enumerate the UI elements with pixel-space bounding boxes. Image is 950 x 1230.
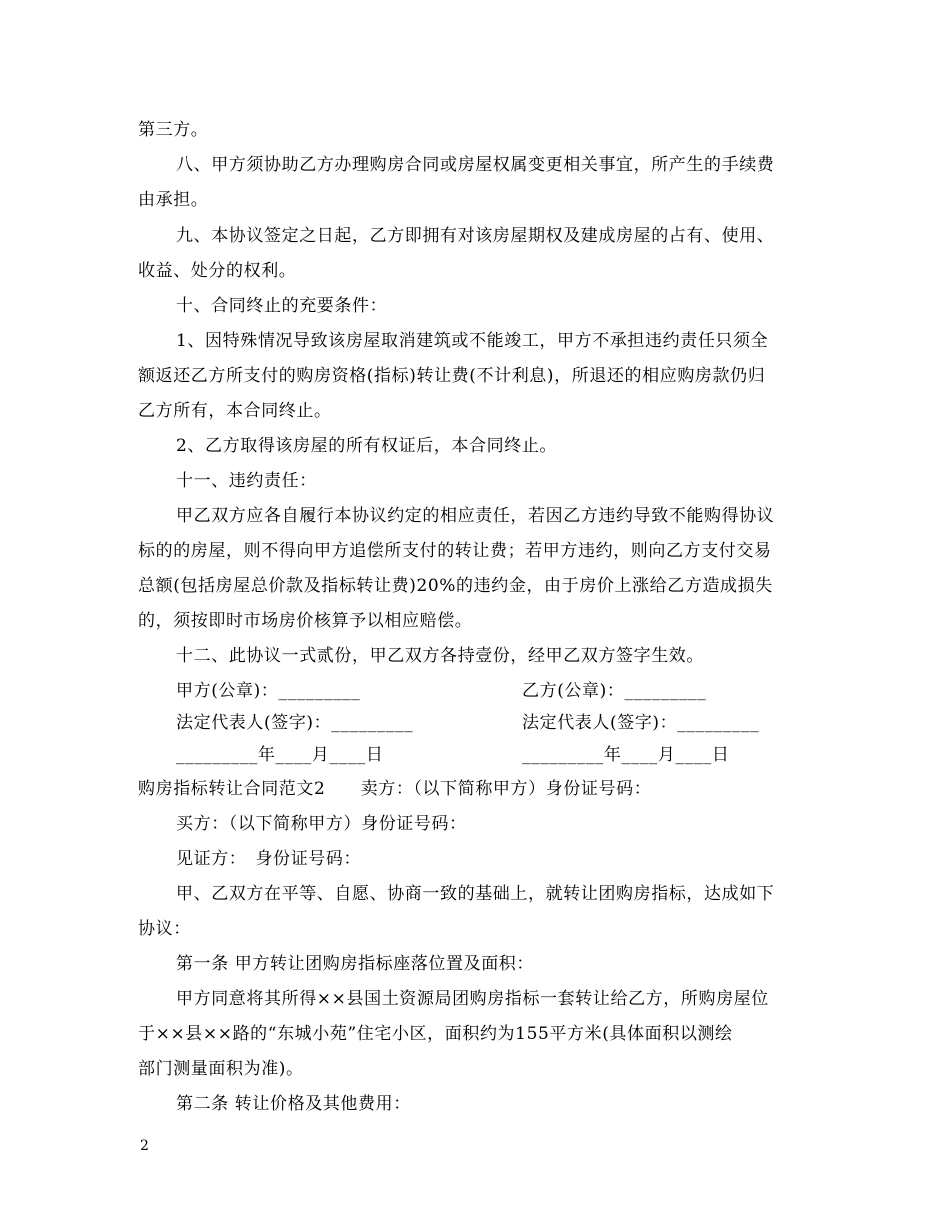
paragraph-line: 第二条 转让价格及其他费用：	[176, 1094, 411, 1114]
paragraph-line: 甲、乙双方在平等、自愿、协商一致的基础上，就转让团购房指标，达成如下	[176, 884, 775, 904]
paragraph-line: 由承担。	[138, 190, 209, 210]
paragraph-line: 第一条 甲方转让团购房指标座落位置及面积：	[176, 954, 535, 974]
party-b-seal: 乙方(公章)：_________	[522, 681, 707, 701]
paragraph-line: 见证方： 身份证号码：	[176, 849, 362, 869]
paragraph-line: 标的的房屋，则不得向甲方追偿所支付的转让费；若甲方违约，则向乙方支付交易	[138, 541, 772, 561]
paragraph-line: 八、甲方须协助乙方办理购房合同或房屋权属变更相关事宜，所产生的手续费	[176, 155, 775, 175]
paragraph-line: 1、因特殊情况导致该房屋取消建筑或不能竣工，甲方不承担违约责任只须全	[176, 331, 769, 351]
paragraph-line: 甲方同意将其所得××县国土资源局团购房指标一套转让给乙方，所购房屋位	[176, 989, 769, 1009]
party-a-representative: 法定代表人(签字)：_________	[176, 713, 414, 733]
paragraph-line: 额返还乙方所支付的购房资格(指标)转让费(不计利息)，所退还的相应购房款仍归	[138, 366, 766, 386]
paragraph-line: 买方：（以下简称甲方）身份证号码：	[176, 814, 467, 834]
page-number: 2	[140, 1138, 149, 1154]
paragraph-line: 协议：	[138, 919, 191, 939]
paragraph-line: 甲乙双方应各自履行本协议约定的相应责任，若因乙方违约导致不能购得协议	[176, 506, 775, 526]
paragraph-line: 乙方所有，本合同终止。	[138, 401, 332, 421]
paragraph-line: 第三方。	[138, 120, 209, 140]
party-a-seal: 甲方(公章)：_________	[176, 681, 361, 701]
paragraph-line: 十一、违约责任：	[176, 471, 317, 491]
party-b-representative: 法定代表人(签字)：_________	[522, 713, 760, 733]
contract-title-line: 购房指标转让合同范文2 卖方：（以下简称甲方）身份证号码：	[138, 779, 652, 799]
party-a-date: _________年____月____日	[176, 745, 384, 765]
paragraph-line: 于××县××路的“东城小苑”住宅小区，面积约为155平方米(具体面积以测绘	[138, 1024, 733, 1044]
paragraph-line: 部门测量面积为准)。	[138, 1059, 304, 1079]
paragraph-line: 十、合同终止的充要条件：	[176, 296, 388, 316]
paragraph-line: 总额(包括房屋总价款及指标转让费)20%的违约金，由于房价上涨给乙方造成损失	[138, 576, 773, 596]
party-b-date: _________年____月____日	[522, 745, 730, 765]
paragraph-line: 的，须按即时市场房价核算予以相应赔偿。	[138, 611, 473, 631]
paragraph-line: 九、本协议签定之日起，乙方即拥有对该房屋期权及建成房屋的占有、使用、	[176, 226, 775, 246]
paragraph-line: 十二、此协议一式贰份，甲乙双方各持壹份，经甲乙双方签字生效。	[176, 646, 704, 666]
paragraph-line: 2、乙方取得该房屋的所有权证后，本合同终止。	[176, 436, 558, 456]
paragraph-line: 收益、处分的权利。	[138, 261, 297, 281]
